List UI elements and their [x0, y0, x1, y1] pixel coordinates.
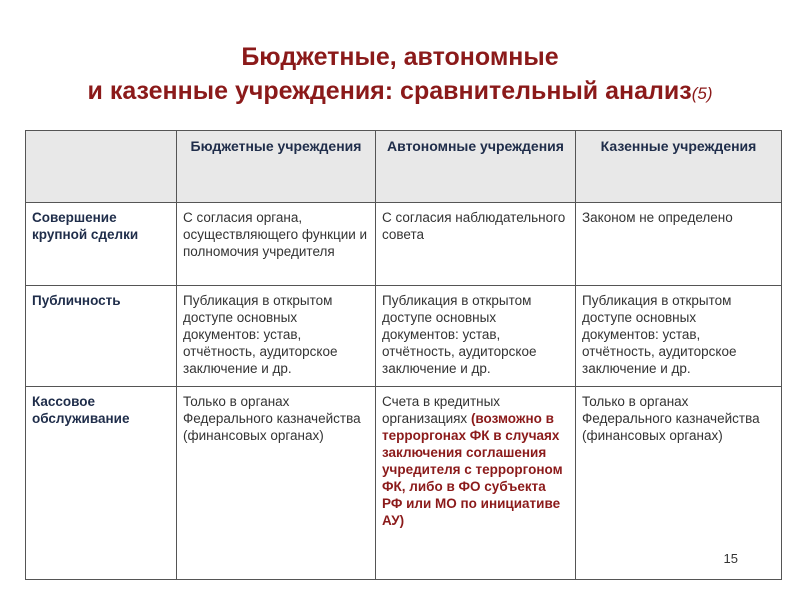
table-row — [26, 286, 782, 387]
table-row — [26, 203, 782, 286]
cell-budget: Только в органах Федерального казначейства (финансовых органах) — [177, 387, 376, 580]
cell-state: Законом не определено — [576, 203, 782, 286]
cell-autonomous — [376, 387, 576, 580]
cell-autonomous-text: Счета в кредитных организациях — [382, 394, 501, 426]
slide-title — [0, 40, 800, 111]
cell-budget: Публикация в открытом доступе основных документов: устав, отчётность, аудиторское заключение и др. — [177, 286, 376, 387]
header-budget: Бюджетные учреждения — [177, 131, 376, 203]
cell-budget: С согласия органа, осуществляющего функции и полномочия учредителя — [177, 203, 376, 286]
cell-autonomous: Публикация в открытом доступе основных документов: устав, отчётность, аудиторское заключение и др. — [376, 286, 576, 387]
header-state: Казенные учреждения — [576, 131, 782, 203]
title-line-1: Бюджетные, автономные — [241, 43, 559, 71]
table-row — [26, 387, 782, 580]
header-corner — [26, 131, 177, 203]
header-autonomous: Автономные учреждения — [376, 131, 576, 203]
cell-state: Только в органах Федерального казначейства (финансовых органах) — [576, 387, 782, 580]
cell-state: Публикация в открытом доступе основных документов: устав, отчётность, аудиторское заключение и др. — [576, 286, 782, 387]
row-label: Совершение крупной сделки — [26, 203, 177, 286]
title-line-2 — [0, 74, 800, 111]
cell-autonomous: С согласия наблюдательного совета — [376, 203, 576, 286]
header-row — [26, 131, 782, 203]
row-label: Публичность — [26, 286, 177, 387]
title-line-2-text: и казенные учреждения: сравнительный анализ — [87, 77, 692, 105]
cell-autonomous-highlight: (возможно в терроргонах ФК в случаях заключения соглашения учредителя с терроргоном ФК, либо в ФО субъекта РФ или МО по инициативе АУ) — [382, 411, 563, 528]
page-number: 15 — [723, 551, 738, 566]
title-suffix: (5) — [691, 84, 713, 103]
comparison-table — [25, 130, 782, 580]
row-label: Кассовое обслуживание — [26, 387, 177, 580]
